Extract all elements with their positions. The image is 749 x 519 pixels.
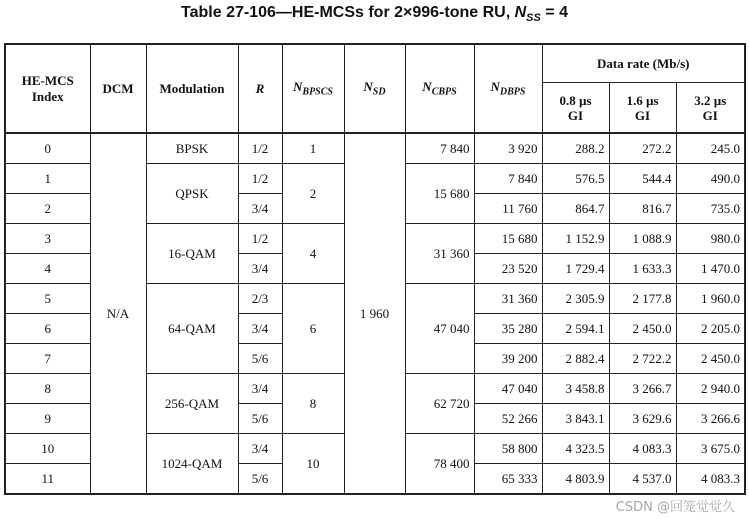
cell-rate-3-2: 2 450.0: [676, 344, 745, 374]
cell-rate-1-6: 1 088.9: [609, 224, 676, 254]
cell-modulation: 64-QAM: [146, 284, 238, 374]
header-nsd: $N_{SD}$: [344, 44, 405, 133]
cell-nsd: 1 960: [344, 133, 405, 494]
header-mcs-index: HE-MCS Index: [5, 44, 90, 133]
cell-rate-0-8: 2 594.1: [542, 314, 609, 344]
cell-modulation: 256-QAM: [146, 374, 238, 434]
cell-mcs: 8: [5, 374, 90, 404]
cell-rate-3-2: 2 940.0: [676, 374, 745, 404]
cell-mcs: 6: [5, 314, 90, 344]
cell-mcs: 4: [5, 254, 90, 284]
table-title-suffix: = 4: [540, 4, 568, 21]
cell-ndbps: 52 266: [474, 404, 542, 434]
cell-nbpscs: 4: [282, 224, 344, 284]
cell-r: 1/2: [238, 224, 282, 254]
cell-ncbps: 78 400: [405, 434, 474, 495]
cell-mcs: 0: [5, 133, 90, 164]
cell-mcs: 2: [5, 194, 90, 224]
header-data-rate: Data rate (Mb/s): [542, 44, 745, 83]
cell-r: 3/4: [238, 374, 282, 404]
cell-ncbps: 31 360: [405, 224, 474, 284]
cell-ndbps: 39 200: [474, 344, 542, 374]
table-title: [0, 4, 749, 24]
cell-rate-0-8: 4 803.9: [542, 464, 609, 495]
cell-rate-3-2: 3 266.6: [676, 404, 745, 434]
cell-nbpscs: 2: [282, 164, 344, 224]
cell-r: 3/4: [238, 194, 282, 224]
cell-mcs: 1: [5, 164, 90, 194]
cell-ncbps: 15 680: [405, 164, 474, 224]
cell-rate-0-8: 2 882.4: [542, 344, 609, 374]
cell-rate-0-8: 4 323.5: [542, 434, 609, 464]
header-nbpscs: $N_{BPSCS}$: [282, 44, 344, 133]
cell-r: 3/4: [238, 314, 282, 344]
header-ndbps: $N_{DBPS}$: [474, 44, 542, 133]
cell-rate-1-6: 3 266.7: [609, 374, 676, 404]
cell-r: 1/2: [238, 133, 282, 164]
cell-modulation: 1024-QAM: [146, 434, 238, 495]
watermark: CSDN @回笼觉觉久: [615, 500, 735, 515]
cell-nbpscs: 1: [282, 133, 344, 164]
cell-rate-1-6: 2 450.0: [609, 314, 676, 344]
mcs-table: [4, 43, 746, 495]
cell-modulation: BPSK: [146, 133, 238, 164]
cell-rate-1-6: 2 177.8: [609, 284, 676, 314]
header-gi-0-8: 0.8 µs GI: [542, 83, 609, 134]
cell-rate-1-6: 3 629.6: [609, 404, 676, 434]
cell-rate-1-6: 2 722.2: [609, 344, 676, 374]
cell-rate-0-8: 3 843.1: [542, 404, 609, 434]
cell-rate-0-8: 288.2: [542, 133, 609, 164]
cell-mcs: 3: [5, 224, 90, 254]
cell-ndbps: 7 840: [474, 164, 542, 194]
cell-rate-1-6: 816.7: [609, 194, 676, 224]
cell-nbpscs: 6: [282, 284, 344, 374]
header-dcm: DCM: [90, 44, 146, 133]
cell-rate-0-8: 2 305.9: [542, 284, 609, 314]
cell-ndbps: 23 520: [474, 254, 542, 284]
cell-ndbps: 15 680: [474, 224, 542, 254]
cell-r: 3/4: [238, 434, 282, 464]
cell-ndbps: 31 360: [474, 284, 542, 314]
cell-rate-0-8: 1 729.4: [542, 254, 609, 284]
cell-rate-1-6: 4 083.3: [609, 434, 676, 464]
cell-rate-0-8: 576.5: [542, 164, 609, 194]
cell-r: 3/4: [238, 254, 282, 284]
cell-r: 2/3: [238, 284, 282, 314]
cell-rate-3-2: 735.0: [676, 194, 745, 224]
cell-rate-1-6: 1 633.3: [609, 254, 676, 284]
cell-ndbps: 3 920: [474, 133, 542, 164]
cell-ndbps: 58 800: [474, 434, 542, 464]
cell-mcs: 9: [5, 404, 90, 434]
cell-ndbps: 47 040: [474, 374, 542, 404]
header-modulation: Modulation: [146, 44, 238, 133]
cell-dcm: N/A: [90, 133, 146, 494]
cell-mcs: 5: [5, 284, 90, 314]
cell-ncbps: 47 040: [405, 284, 474, 374]
header-r: R: [238, 44, 282, 133]
cell-rate-3-2: 4 083.3: [676, 464, 745, 495]
cell-rate-1-6: 272.2: [609, 133, 676, 164]
cell-rate-3-2: 980.0: [676, 224, 745, 254]
cell-mcs: 10: [5, 434, 90, 464]
table-title-n: $N_{SS}$: [514, 4, 541, 25]
cell-ndbps: 11 760: [474, 194, 542, 224]
cell-r: 5/6: [238, 344, 282, 374]
cell-ndbps: 35 280: [474, 314, 542, 344]
cell-r: 5/6: [238, 464, 282, 495]
cell-rate-0-8: 1 152.9: [542, 224, 609, 254]
header-gi-3-2: 3.2 µs GI: [676, 83, 745, 134]
table-row: [5, 133, 745, 164]
header-gi-1-6: 1.6 µs GI: [609, 83, 676, 134]
cell-mcs: 7: [5, 344, 90, 374]
cell-rate-3-2: 2 205.0: [676, 314, 745, 344]
cell-nbpscs: 10: [282, 434, 344, 495]
cell-rate-1-6: 4 537.0: [609, 464, 676, 495]
cell-ndbps: 65 333: [474, 464, 542, 495]
cell-r: 5/6: [238, 404, 282, 434]
cell-rate-3-2: 1 470.0: [676, 254, 745, 284]
cell-rate-3-2: 490.0: [676, 164, 745, 194]
cell-ncbps: 62 720: [405, 374, 474, 434]
cell-ncbps: 7 840: [405, 133, 474, 164]
table-title-prefix: Table 27-106—HE-MCSs for 2×996-tone RU,: [181, 4, 515, 21]
cell-rate-3-2: 245.0: [676, 133, 745, 164]
cell-rate-3-2: 1 960.0: [676, 284, 745, 314]
header-ncbps: $N_{CBPS}$: [405, 44, 474, 133]
cell-r: 1/2: [238, 164, 282, 194]
cell-rate-0-8: 3 458.8: [542, 374, 609, 404]
cell-modulation: 16-QAM: [146, 224, 238, 284]
cell-rate-0-8: 864.7: [542, 194, 609, 224]
cell-rate-1-6: 544.4: [609, 164, 676, 194]
cell-nbpscs: 8: [282, 374, 344, 434]
cell-modulation: QPSK: [146, 164, 238, 224]
cell-rate-3-2: 3 675.0: [676, 434, 745, 464]
table-body: [5, 133, 745, 494]
cell-mcs: 11: [5, 464, 90, 495]
